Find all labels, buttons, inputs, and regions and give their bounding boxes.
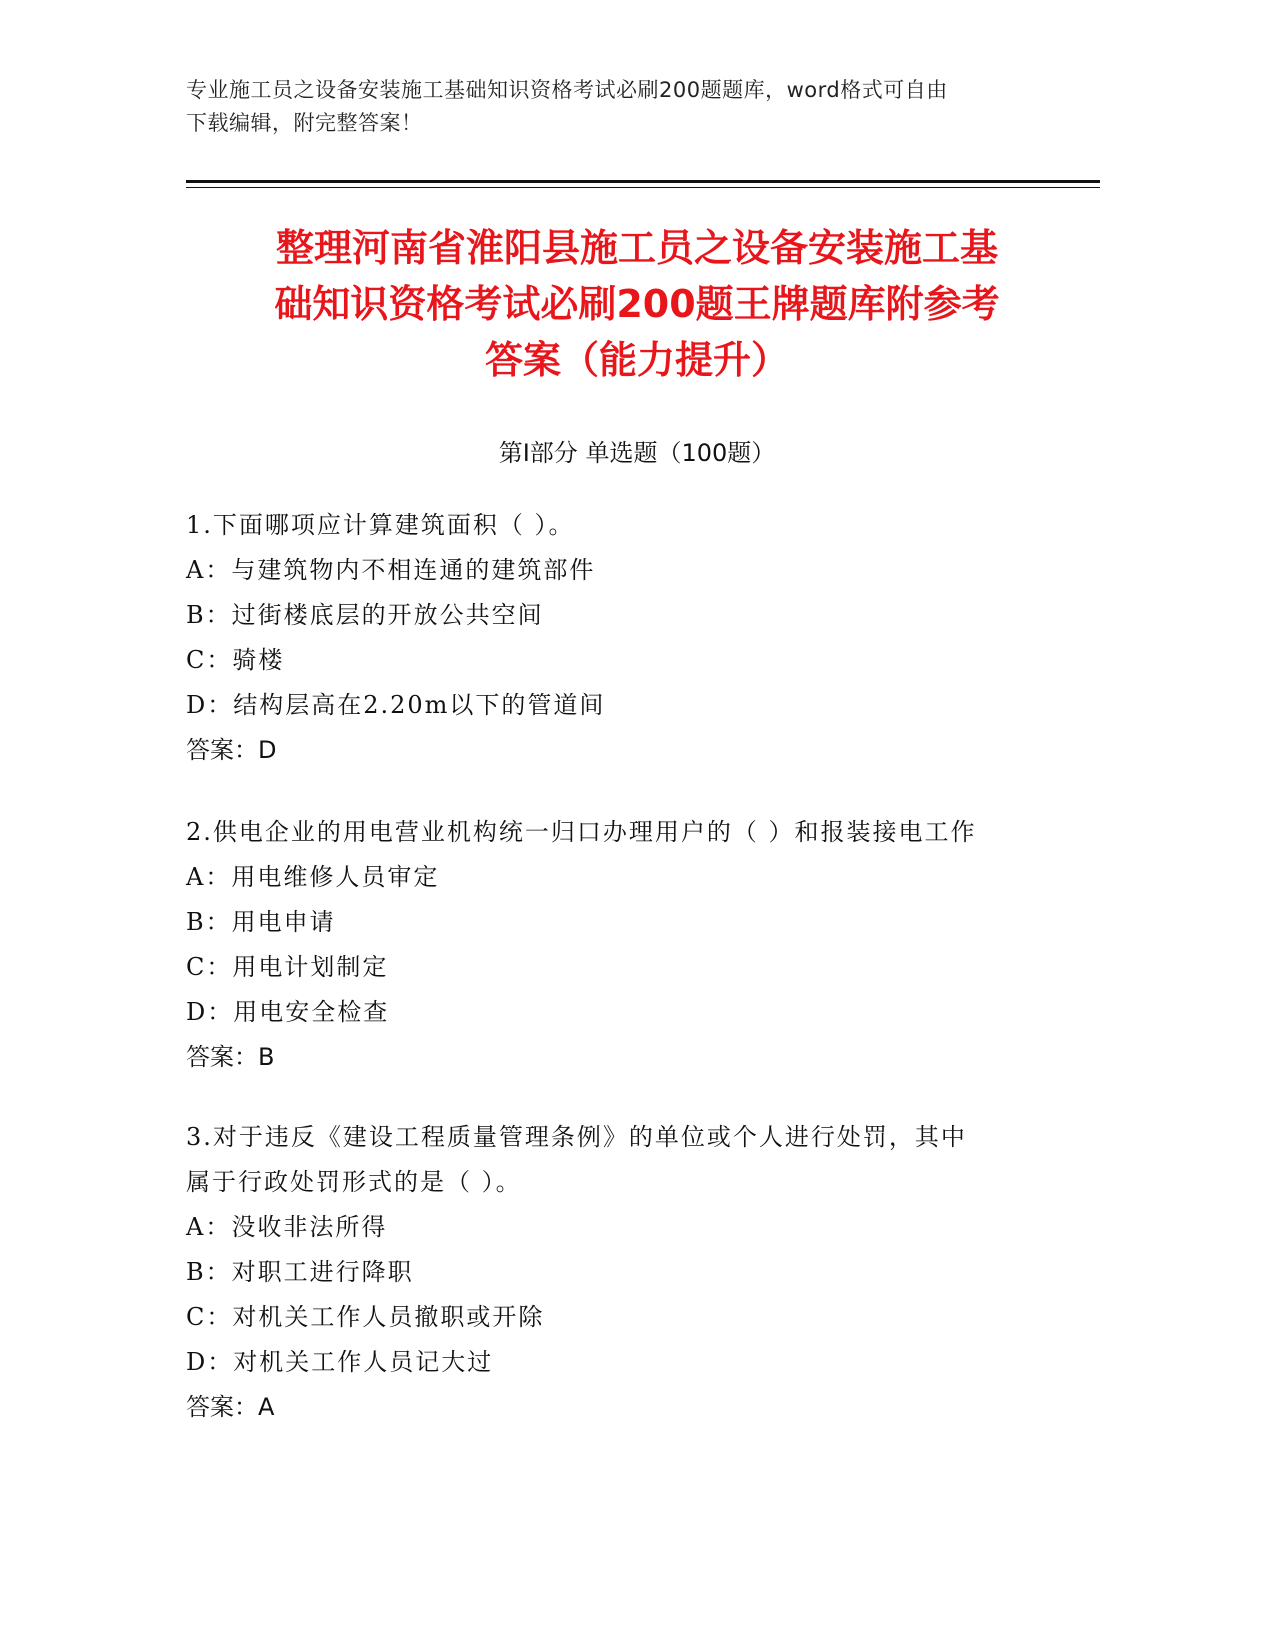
- question-1: [186, 503, 1086, 773]
- title-line: 础知识资格考试必刷200题王牌题库附参考: [274, 282, 1000, 326]
- header-note: [186, 74, 1086, 140]
- option-a: A：用电维修人员审定: [186, 863, 440, 891]
- option-a: A：没收非法所得: [186, 1213, 388, 1241]
- option-b: B：用电申请: [186, 908, 336, 936]
- title-line: 整理河南省淮阳县施工员之设备安装施工基: [275, 226, 998, 270]
- option-c: C：骑楼: [186, 646, 285, 674]
- section-title: 第Ⅰ部分 单选题（100题）: [498, 439, 776, 467]
- option-c: C：用电计划制定: [186, 953, 389, 981]
- option-b: B：过街楼底层的开放公共空间: [186, 601, 544, 629]
- question-stem: 3.对于违反《建设工程质量管理条例》的单位或个人进行处罚，其中: [186, 1123, 967, 1151]
- option-d: D：对机关工作人员记大过: [186, 1348, 494, 1376]
- answer: 答案：D: [186, 736, 277, 764]
- header-divider-thin: [186, 187, 1100, 188]
- option-a: A：与建筑物内不相连通的建筑部件: [186, 556, 596, 584]
- document-title: [186, 220, 1088, 388]
- header-note-line: 下载编辑，附完整答案！: [186, 111, 423, 135]
- answer: 答案：A: [186, 1393, 275, 1421]
- question-3: [186, 1115, 1086, 1430]
- option-d: D：用电安全检查: [186, 998, 390, 1026]
- answer: 答案：B: [186, 1043, 275, 1071]
- option-d: D：结构层高在2.20m以下的管道间: [186, 691, 606, 719]
- title-line: 答案（能力提升）: [484, 338, 789, 382]
- question-stem: 2.供电企业的用电营业机构统一归口办理用户的（ ）和报装接电工作: [186, 818, 977, 846]
- header-divider-thick: [186, 180, 1100, 183]
- question-stem-continued: 属于行政处罚形式的是（ ）。: [186, 1168, 522, 1196]
- question-2: [186, 810, 1086, 1080]
- question-stem: 1.下面哪项应计算建筑面积（ ）。: [186, 511, 575, 539]
- header-note-line: 专业施工员之设备安装施工基础知识资格考试必刷200题题库，word格式可自由: [186, 78, 948, 102]
- option-c: C：对机关工作人员撤职或开除: [186, 1303, 545, 1331]
- option-b: B：对职工进行降职: [186, 1258, 414, 1286]
